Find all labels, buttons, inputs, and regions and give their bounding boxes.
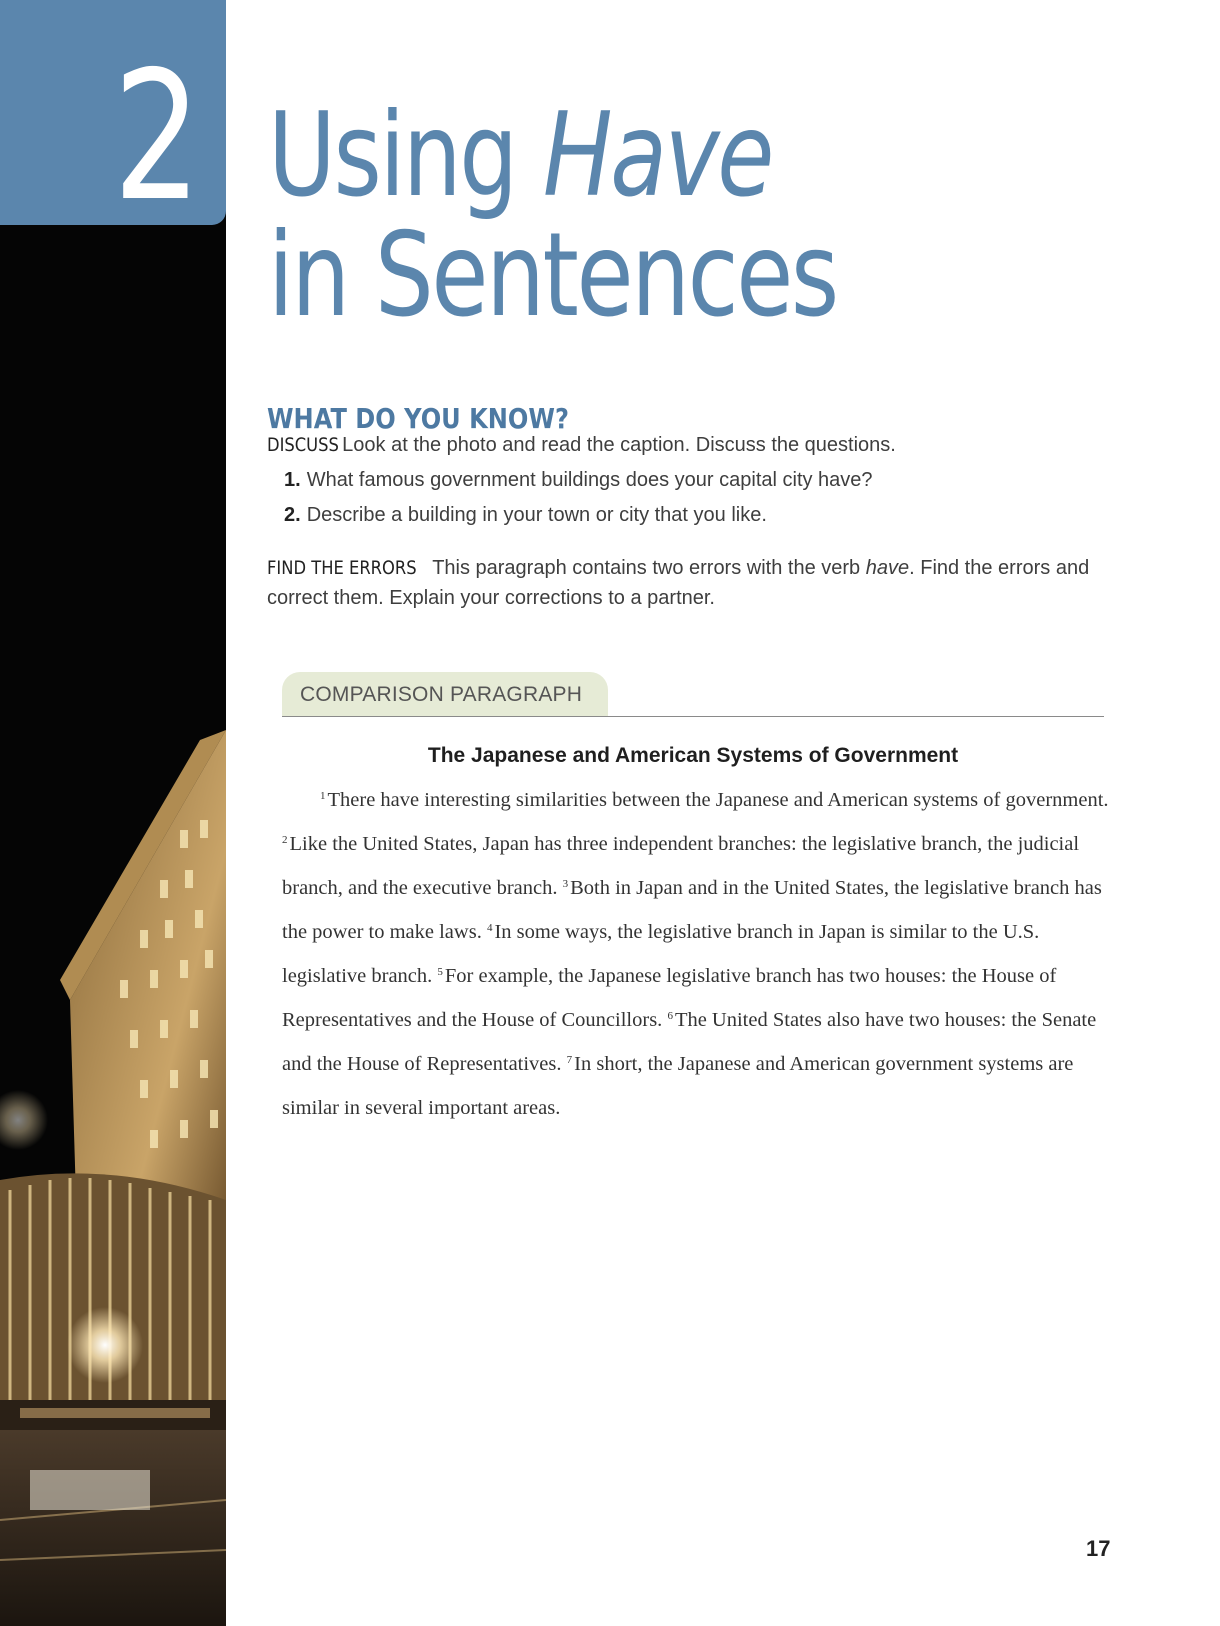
paragraph-body — [282, 778, 1112, 1130]
paragraph-tab-label: COMPARISON PARAGRAPH — [300, 683, 583, 706]
find-errors-instruction — [267, 553, 1127, 613]
sentence-number: 5 — [437, 966, 443, 978]
question-item — [284, 500, 767, 530]
chapter-title-line1 — [268, 88, 837, 223]
paragraph-divider — [282, 716, 1104, 717]
chapter-title-line2: in Sentences — [268, 208, 837, 343]
discuss-label: DISCUSS — [267, 434, 339, 456]
building-photo-illustration — [0, 0, 226, 1626]
sentence-text: Like the United States, Japan has three independent branches: the legislative branch, the judicial branch, and the executive branch. — [282, 833, 1080, 899]
chapter-title — [268, 88, 837, 343]
sentence-number: 7 — [566, 1054, 573, 1066]
chapter-number: 2 — [112, 33, 198, 240]
sentence-number: 6 — [667, 1010, 673, 1022]
chapter-title-plain: Using — [268, 88, 543, 223]
chapter-title-italic: Have — [542, 88, 772, 223]
sentence-number: 4 — [486, 922, 493, 934]
question-number: 2. — [284, 504, 301, 526]
find-errors-text-before: This paragraph contains two errors with the verb — [432, 557, 866, 579]
sentence-text: There have interesting similarities between the Japanese and American systems of government. — [327, 789, 1109, 811]
sentence-number: 1 — [320, 790, 326, 802]
find-errors-italic: have — [865, 557, 910, 579]
comparison-paragraph-box — [278, 660, 1120, 1180]
sentence-text: Both in Japan and in the United States, the legislative branch has the power to make laws. — [282, 877, 1102, 943]
chapter-photo — [0, 0, 226, 1626]
sentence-text: For example, the Japanese legislative branch has two houses: the House of Representatives and the House of Councillors. — [282, 965, 1057, 1031]
question-item — [284, 465, 873, 495]
discuss-text: Look at the photo and read the caption. Discuss the questions. — [342, 434, 896, 456]
sentence-number: 2 — [282, 834, 288, 846]
sentence-text: In some ways, the legislative branch in Japan is similar to the U.S. legislative branch. — [282, 921, 1040, 987]
question-text: What famous government buildings does your capital city have? — [306, 469, 873, 491]
paragraph-tab — [282, 672, 608, 716]
sentence-text: The United States also have two houses: the Senate and the House of Representatives. — [282, 1009, 1097, 1075]
paragraph-title: The Japanese and American Systems of Government — [427, 744, 959, 767]
section-heading: WHAT DO YOU KNOW? — [267, 402, 569, 435]
chapter-number-box — [0, 0, 226, 240]
discuss-instruction — [267, 430, 1127, 460]
page-number: 17 — [1086, 1536, 1111, 1561]
sentence-number: 3 — [562, 878, 569, 890]
question-number: 1. — [284, 469, 301, 491]
find-errors-label: FIND THE ERRORS — [267, 557, 417, 579]
sentence-text: In short, the Japanese and American government systems are similar in several important areas. — [282, 1053, 1074, 1119]
find-errors-text-after: . Find the errors and correct them. Explain your corrections to a partner. — [267, 557, 1090, 609]
question-text: Describe a building in your town or city that you like. — [306, 504, 767, 526]
